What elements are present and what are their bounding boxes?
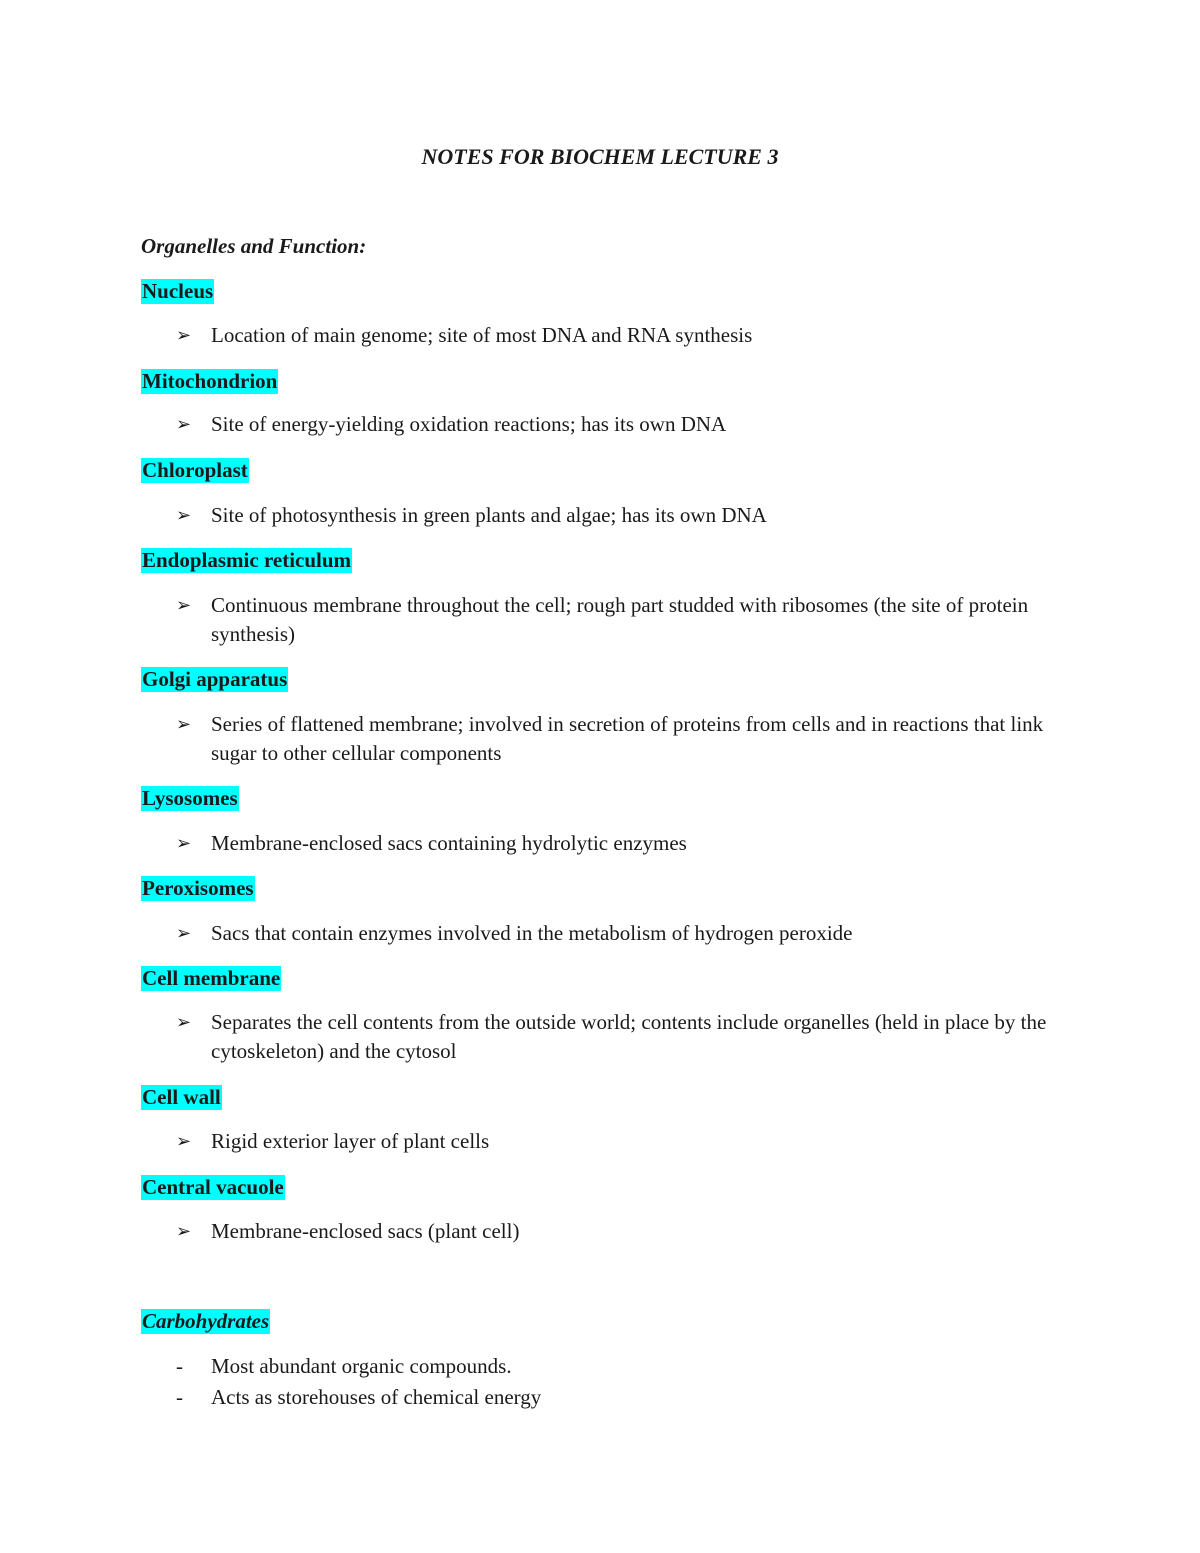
desc-text: Rigid exterior layer of plant cells xyxy=(211,1129,490,1153)
arrow-bullet-icon: ➢ xyxy=(176,505,192,526)
arrow-bullet-icon: ➢ xyxy=(176,1012,192,1033)
term-cell-membrane xyxy=(141,964,281,992)
term-label: Cell wall xyxy=(142,1085,221,1109)
arrow-bullet-icon: ➢ xyxy=(176,714,192,735)
arrow-bullet-icon: ➢ xyxy=(176,923,192,944)
carbohydrates-point xyxy=(176,1352,1076,1381)
arrow-bullet-icon: ➢ xyxy=(176,1131,192,1152)
arrow-bullet-icon: ➢ xyxy=(176,595,192,616)
term-label: Mitochondrion xyxy=(142,369,278,393)
desc-endoplasmic-reticulum xyxy=(176,591,1076,649)
term-label: Cell membrane xyxy=(142,966,281,990)
term-label: Central vacuole xyxy=(142,1175,284,1199)
carbohydrates-heading xyxy=(141,1307,270,1335)
arrow-bullet-icon: ➢ xyxy=(176,325,192,346)
term-endoplasmic-reticulum xyxy=(141,546,352,574)
term-label: Golgi apparatus xyxy=(142,667,288,691)
term-cell-wall xyxy=(141,1083,222,1111)
desc-cell-membrane xyxy=(176,1008,1076,1066)
term-label: Lysosomes xyxy=(142,786,238,810)
term-central-vacuole xyxy=(141,1173,285,1201)
term-chloroplast xyxy=(141,456,249,484)
section-heading: Organelles and Function: xyxy=(141,234,367,258)
desc-nucleus xyxy=(176,321,1076,350)
desc-text: Site of energy-yielding oxidation reactions; has its own DNA xyxy=(211,412,727,436)
desc-text: Series of flattened membrane; involved in secretion of proteins from cells and in reactions that link sugar to other cellular components xyxy=(211,712,1044,765)
desc-text: Membrane-enclosed sacs containing hydrolytic enzymes xyxy=(211,831,687,855)
desc-text: Continuous membrane throughout the cell; rough part studded with ribosomes (the site of protein synthesis) xyxy=(211,593,1029,646)
desc-golgi-apparatus xyxy=(176,710,1076,768)
desc-text: Site of photosynthesis in green plants and algae; has its own DNA xyxy=(211,503,767,527)
desc-peroxisomes xyxy=(176,919,1076,948)
term-label: Nucleus xyxy=(142,279,214,303)
arrow-bullet-icon: ➢ xyxy=(176,1221,192,1242)
desc-text: Separates the cell contents from the outside world; contents include organelles (held in place by the cytoskeleton) and the cytosol xyxy=(211,1010,1047,1063)
term-mitochondrion xyxy=(141,367,278,395)
arrow-bullet-icon: ➢ xyxy=(176,833,192,854)
term-label: Endoplasmic reticulum xyxy=(142,548,352,572)
term-nucleus xyxy=(141,277,214,305)
term-label: Chloroplast xyxy=(142,458,248,482)
desc-text: Sacs that contain enzymes involved in the metabolism of hydrogen peroxide xyxy=(211,921,853,945)
term-golgi-apparatus xyxy=(141,665,288,693)
page-title: NOTES FOR BIOCHEM LECTURE 3 xyxy=(421,144,779,169)
desc-lysosomes xyxy=(176,829,1076,858)
term-label: Peroxisomes xyxy=(142,876,254,900)
desc-chloroplast xyxy=(176,501,1076,530)
term-label: Carbohydrates xyxy=(142,1309,270,1333)
term-lysosomes xyxy=(141,784,239,812)
dash-bullet-icon: - xyxy=(176,1385,183,1409)
point-text: Acts as storehouses of chemical energy xyxy=(211,1385,542,1409)
desc-mitochondrion xyxy=(176,410,1076,439)
dash-bullet-icon: - xyxy=(176,1354,183,1378)
term-peroxisomes xyxy=(141,874,255,902)
desc-cell-wall xyxy=(176,1127,1076,1156)
desc-central-vacuole xyxy=(176,1217,1076,1246)
point-text: Most abundant organic compounds. xyxy=(211,1354,512,1378)
arrow-bullet-icon: ➢ xyxy=(176,414,192,435)
carbohydrates-point xyxy=(176,1383,1076,1412)
desc-text: Membrane-enclosed sacs (plant cell) xyxy=(211,1219,520,1243)
desc-text: Location of main genome; site of most DNA and RNA synthesis xyxy=(211,323,753,347)
